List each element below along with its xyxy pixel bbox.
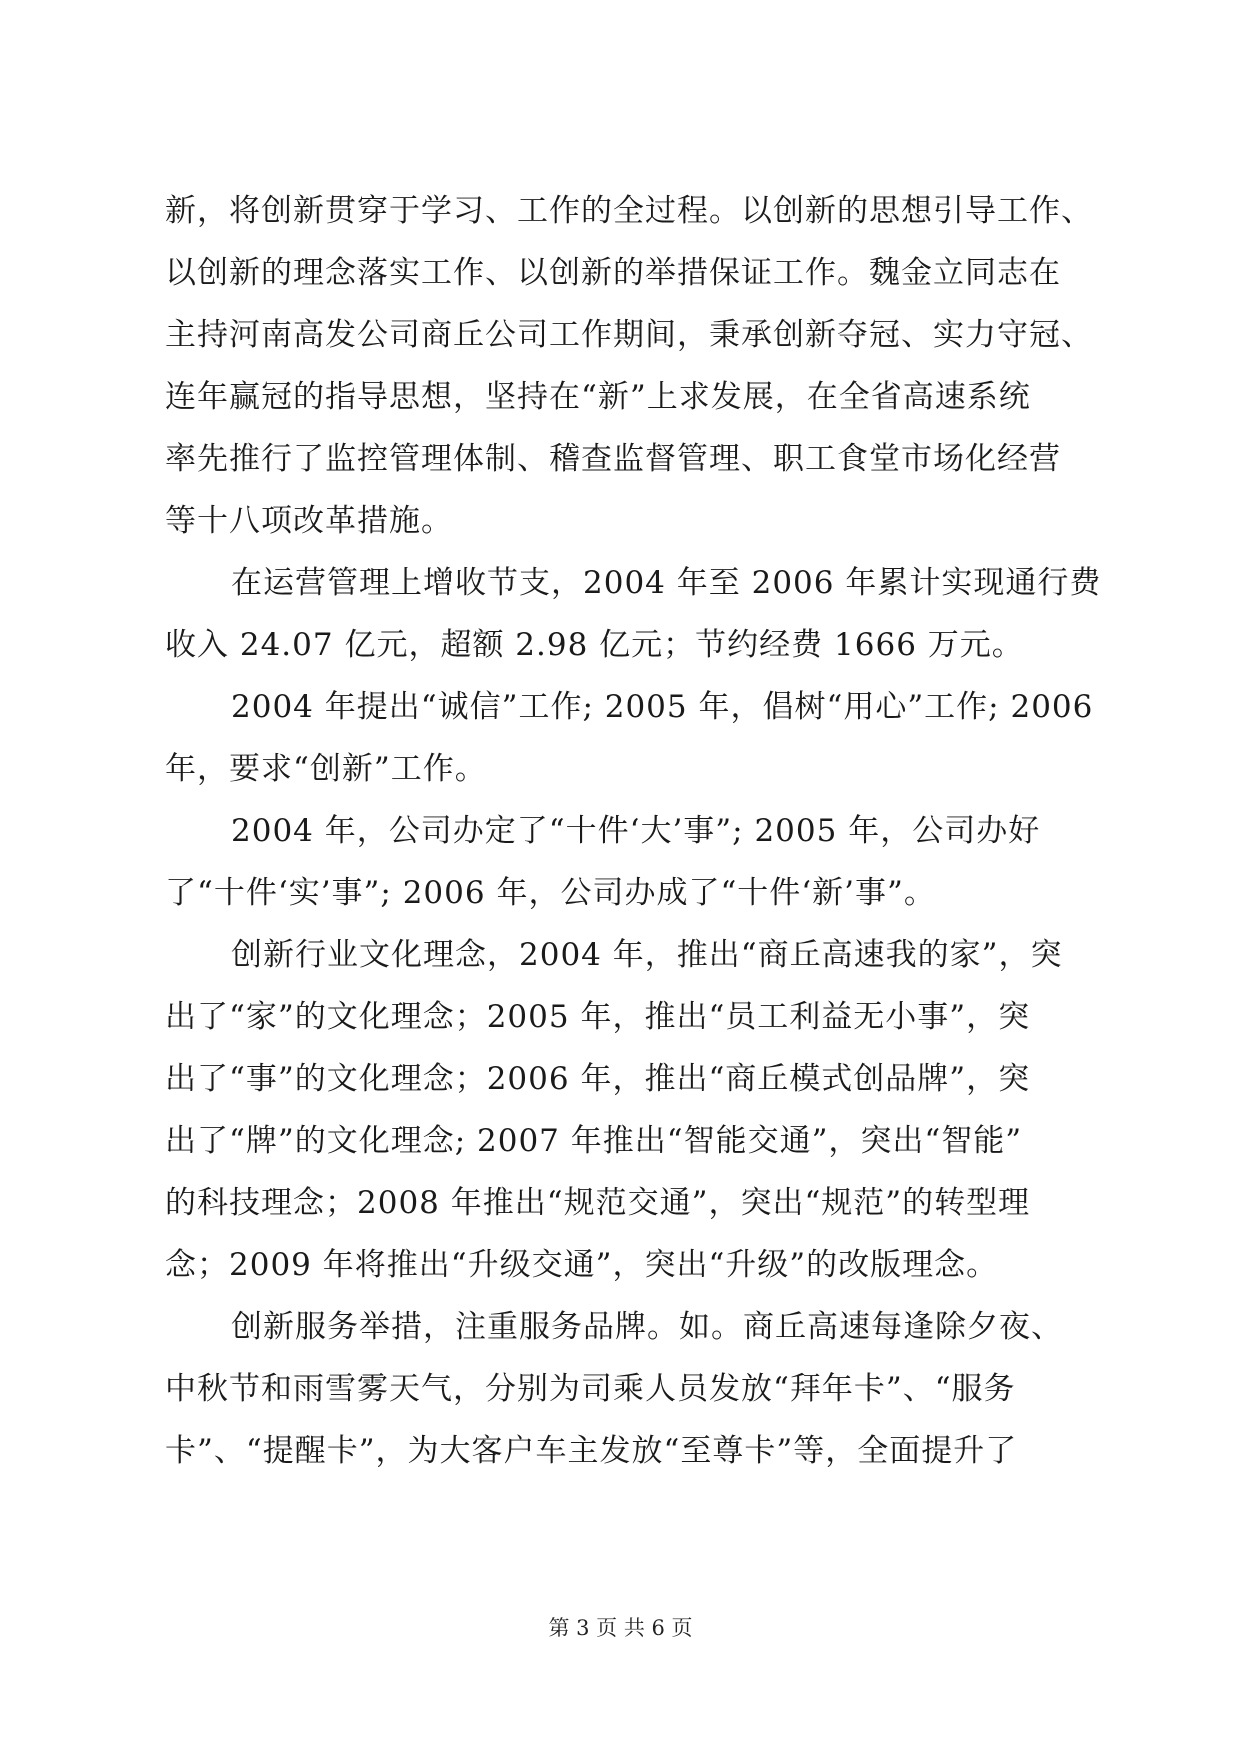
text-line: 主持河南高发公司商丘公司工作期间，秉承创新夺冠、实力守冠、 xyxy=(165,317,1093,353)
text-line: 2004 年提出“诚信”工作; 2005 年，倡树“用心”工作; 2006 xyxy=(231,689,1094,725)
text-line: 出了“牌”的文化理念; 2007 年推出“智能交通”，突出“智能” xyxy=(165,1123,1023,1159)
text-line: 等十八项改革措施。 xyxy=(165,503,453,539)
text-line: 在运营管理上增收节支，2004 年至 2006 年累计实现通行费 xyxy=(231,565,1102,601)
text-line: 年，要求“创新”工作。 xyxy=(165,751,487,787)
text-line: 念；2009 年将推出“升级交通”，突出“升级”的改版理念。 xyxy=(165,1247,999,1283)
text-line: 2004 年，公司办定了“十件‘大’事”; 2005 年，公司办好 xyxy=(231,813,1041,849)
text-line: 创新服务举措，注重服务品牌。如。商丘高速每逢除夕夜、 xyxy=(231,1309,1063,1345)
text-line: 收入 24.07 亿元，超额 2.98 亿元；节约经费 1666 万元。 xyxy=(165,627,1024,663)
text-line: 连年赢冠的指导思想，坚持在“新”上求发展，在全省高速系统 xyxy=(165,379,1031,415)
text-line: 率先推行了监控管理体制、稽查监督管理、职工食堂市场化经营 xyxy=(165,441,1061,477)
text-line: 了“十件‘实’事”; 2006 年，公司办成了“十件‘新’事”。 xyxy=(165,875,936,911)
body-text xyxy=(165,180,1102,1482)
paragraph xyxy=(165,180,1093,552)
text-line: 中秋节和雨雪雾天气，分别为司乘人员发放“拜年卡”、“服务 xyxy=(165,1371,1016,1407)
paragraph xyxy=(165,676,1094,800)
paragraph xyxy=(165,924,1085,1296)
paragraph xyxy=(165,1296,1085,1482)
text-line: 卡”、“提醒卡”，为大客户车主发放“至尊卡”等，全面提升了 xyxy=(165,1433,1018,1469)
text-line: 出了“家”的文化理念；2005 年，推出“员工利益无小事”，突 xyxy=(165,999,1031,1035)
text-line: 新，将创新贯穿于学习、工作的全过程。以创新的思想引导工作、 xyxy=(165,193,1093,229)
text-line: 的科技理念；2008 年推出“规范交通”，突出“规范”的转型理 xyxy=(165,1185,1031,1221)
text-line: 出了“事”的文化理念；2006 年，推出“商丘模式创品牌”，突 xyxy=(165,1061,1031,1097)
text-line: 创新行业文化理念，2004 年，推出“商丘高速我的家”，突 xyxy=(231,937,1063,973)
paragraph xyxy=(165,552,1102,676)
text-line: 以创新的理念落实工作、以创新的举措保证工作。魏金立同志在 xyxy=(165,255,1061,291)
page-footer: 第 3 页 共 6 页 xyxy=(548,1616,693,1640)
paragraph xyxy=(165,800,1085,924)
